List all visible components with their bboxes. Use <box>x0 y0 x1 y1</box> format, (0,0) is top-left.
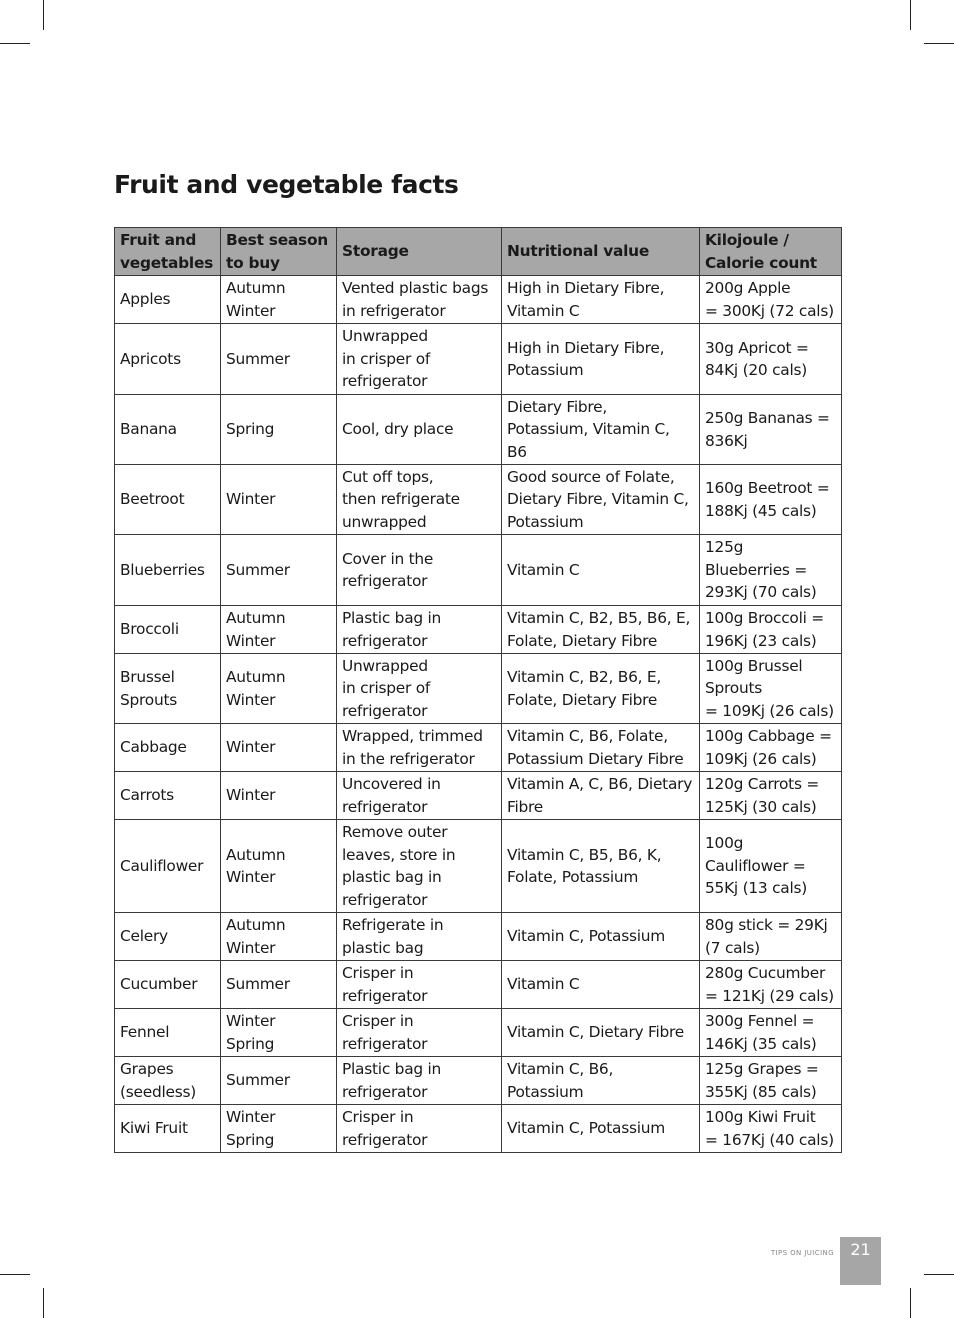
storage-cell: Cool, dry place <box>337 395 502 465</box>
storage-cell: Unwrapped in crisper of refrigerator <box>337 324 502 395</box>
produce-cell: Brussel Sprouts <box>115 654 221 724</box>
produce-cell: Cauliflower <box>115 820 221 913</box>
calorie-cell: 100g Cabbage = 109Kj (26 cals) <box>700 724 842 772</box>
nutrition-cell: Vitamin C, Potassium <box>502 913 700 961</box>
produce-cell: Apricots <box>115 324 221 395</box>
table-row <box>115 820 842 913</box>
season-cell: Winter <box>221 724 337 772</box>
season-cell: Autumn Winter <box>221 654 337 724</box>
crop-mark <box>910 1288 911 1318</box>
storage-cell: Unwrapped in crisper of refrigerator <box>337 654 502 724</box>
crop-mark <box>0 1274 30 1275</box>
produce-cell: Cucumber <box>115 961 221 1009</box>
nutrition-cell: High in Dietary Fibre, Vitamin C <box>502 276 700 324</box>
season-cell: Summer <box>221 324 337 395</box>
calorie-cell: 100g Brussel Sprouts = 109Kj (26 cals) <box>700 654 842 724</box>
table-row <box>115 276 842 324</box>
nutrition-cell: Vitamin C, B6, Potassium <box>502 1057 700 1105</box>
nutrition-cell: Vitamin A, C, B6, Dietary Fibre <box>502 772 700 820</box>
calorie-cell: 160g Beetroot = 188Kj (45 cals) <box>700 465 842 535</box>
produce-cell: Broccoli <box>115 606 221 654</box>
crop-mark <box>43 1288 44 1318</box>
calorie-cell: 300g Fennel = 146Kj (35 cals) <box>700 1009 842 1057</box>
calorie-cell: 125g Blueberries = 293Kj (70 cals) <box>700 535 842 606</box>
table-row <box>115 961 842 1009</box>
crop-mark <box>910 0 911 30</box>
calorie-cell: 200g Apple = 300Kj (72 cals) <box>700 276 842 324</box>
nutrition-cell: High in Dietary Fibre, Potassium <box>502 324 700 395</box>
season-cell: Autumn Winter <box>221 276 337 324</box>
column-header: Best season to buy <box>221 228 337 276</box>
season-cell: Autumn Winter <box>221 606 337 654</box>
table-row <box>115 1057 842 1105</box>
season-cell: Winter <box>221 465 337 535</box>
storage-cell: Cover in the refrigerator <box>337 535 502 606</box>
calorie-cell: 80g stick = 29Kj (7 cals) <box>700 913 842 961</box>
table-row <box>115 724 842 772</box>
produce-cell: Kiwi Fruit <box>115 1105 221 1153</box>
storage-cell: Refrigerate in plastic bag <box>337 913 502 961</box>
nutrition-cell: Vitamin C <box>502 961 700 1009</box>
produce-cell: Cabbage <box>115 724 221 772</box>
crop-mark <box>924 1274 954 1275</box>
season-cell: Spring <box>221 395 337 465</box>
season-cell: Summer <box>221 961 337 1009</box>
storage-cell: Plastic bag in refrigerator <box>337 606 502 654</box>
facts-table <box>114 227 842 1153</box>
page-number: 21 <box>840 1237 881 1285</box>
column-header: Storage <box>337 228 502 276</box>
nutrition-cell: Vitamin C, B5, B6, K, Folate, Potassium <box>502 820 700 913</box>
storage-cell: Crisper in refrigerator <box>337 1105 502 1153</box>
produce-cell: Beetroot <box>115 465 221 535</box>
nutrition-cell: Good source of Folate, Dietary Fibre, Vitamin C, Potassium <box>502 465 700 535</box>
nutrition-cell: Vitamin C, B2, B5, B6, E, Folate, Dietary Fibre <box>502 606 700 654</box>
produce-cell: Carrots <box>115 772 221 820</box>
section-label: TIPS ON JUICING <box>770 1249 834 1257</box>
nutrition-cell: Vitamin C, B2, B6, E, Folate, Dietary Fibre <box>502 654 700 724</box>
produce-cell: Banana <box>115 395 221 465</box>
calorie-cell: 30g Apricot = 84Kj (20 cals) <box>700 324 842 395</box>
season-cell: Winter Spring <box>221 1009 337 1057</box>
storage-cell: Remove outer leaves, store in plastic bag in refrigerator <box>337 820 502 913</box>
calorie-cell: 100g Cauliflower = 55Kj (13 cals) <box>700 820 842 913</box>
crop-mark <box>924 43 954 44</box>
storage-cell: Crisper in refrigerator <box>337 1009 502 1057</box>
table-row <box>115 654 842 724</box>
season-cell: Summer <box>221 1057 337 1105</box>
table-header-row <box>115 228 842 276</box>
table-row <box>115 324 842 395</box>
calorie-cell: 125g Grapes = 355Kj (85 cals) <box>700 1057 842 1105</box>
calorie-cell: 120g Carrots = 125Kj (30 cals) <box>700 772 842 820</box>
table-row <box>115 1105 842 1153</box>
table-row <box>115 913 842 961</box>
produce-cell: Blueberries <box>115 535 221 606</box>
season-cell: Autumn Winter <box>221 913 337 961</box>
produce-cell: Grapes (seedless) <box>115 1057 221 1105</box>
page-title: Fruit and vegetable facts <box>114 170 459 199</box>
calorie-cell: 100g Kiwi Fruit = 167Kj (40 cals) <box>700 1105 842 1153</box>
calorie-cell: 100g Broccoli = 196Kj (23 cals) <box>700 606 842 654</box>
column-header: Kilojoule / Calorie count <box>700 228 842 276</box>
storage-cell: Plastic bag in refrigerator <box>337 1057 502 1105</box>
storage-cell: Cut off tops, then refrigerate unwrapped <box>337 465 502 535</box>
season-cell: Autumn Winter <box>221 820 337 913</box>
storage-cell: Vented plastic bags in refrigerator <box>337 276 502 324</box>
table-row <box>115 606 842 654</box>
crop-mark <box>43 0 44 30</box>
season-cell: Winter Spring <box>221 1105 337 1153</box>
storage-cell: Crisper in refrigerator <box>337 961 502 1009</box>
nutrition-cell: Vitamin C <box>502 535 700 606</box>
table-row <box>115 772 842 820</box>
nutrition-cell: Vitamin C, Dietary Fibre <box>502 1009 700 1057</box>
calorie-cell: 280g Cucumber = 121Kj (29 cals) <box>700 961 842 1009</box>
column-header: Fruit and vegetables <box>115 228 221 276</box>
table-row <box>115 535 842 606</box>
storage-cell: Wrapped, trimmed in the refrigerator <box>337 724 502 772</box>
nutrition-cell: Vitamin C, B6, Folate, Potassium Dietary Fibre <box>502 724 700 772</box>
nutrition-cell: Dietary Fibre, Potassium, Vitamin C, B6 <box>502 395 700 465</box>
column-header: Nutritional value <box>502 228 700 276</box>
calorie-cell: 250g Bananas = 836Kj <box>700 395 842 465</box>
nutrition-cell: Vitamin C, Potassium <box>502 1105 700 1153</box>
season-cell: Summer <box>221 535 337 606</box>
season-cell: Winter <box>221 772 337 820</box>
storage-cell: Uncovered in refrigerator <box>337 772 502 820</box>
table-row <box>115 1009 842 1057</box>
table-row <box>115 395 842 465</box>
produce-cell: Apples <box>115 276 221 324</box>
produce-cell: Fennel <box>115 1009 221 1057</box>
table-row <box>115 465 842 535</box>
crop-mark <box>0 43 30 44</box>
produce-cell: Celery <box>115 913 221 961</box>
